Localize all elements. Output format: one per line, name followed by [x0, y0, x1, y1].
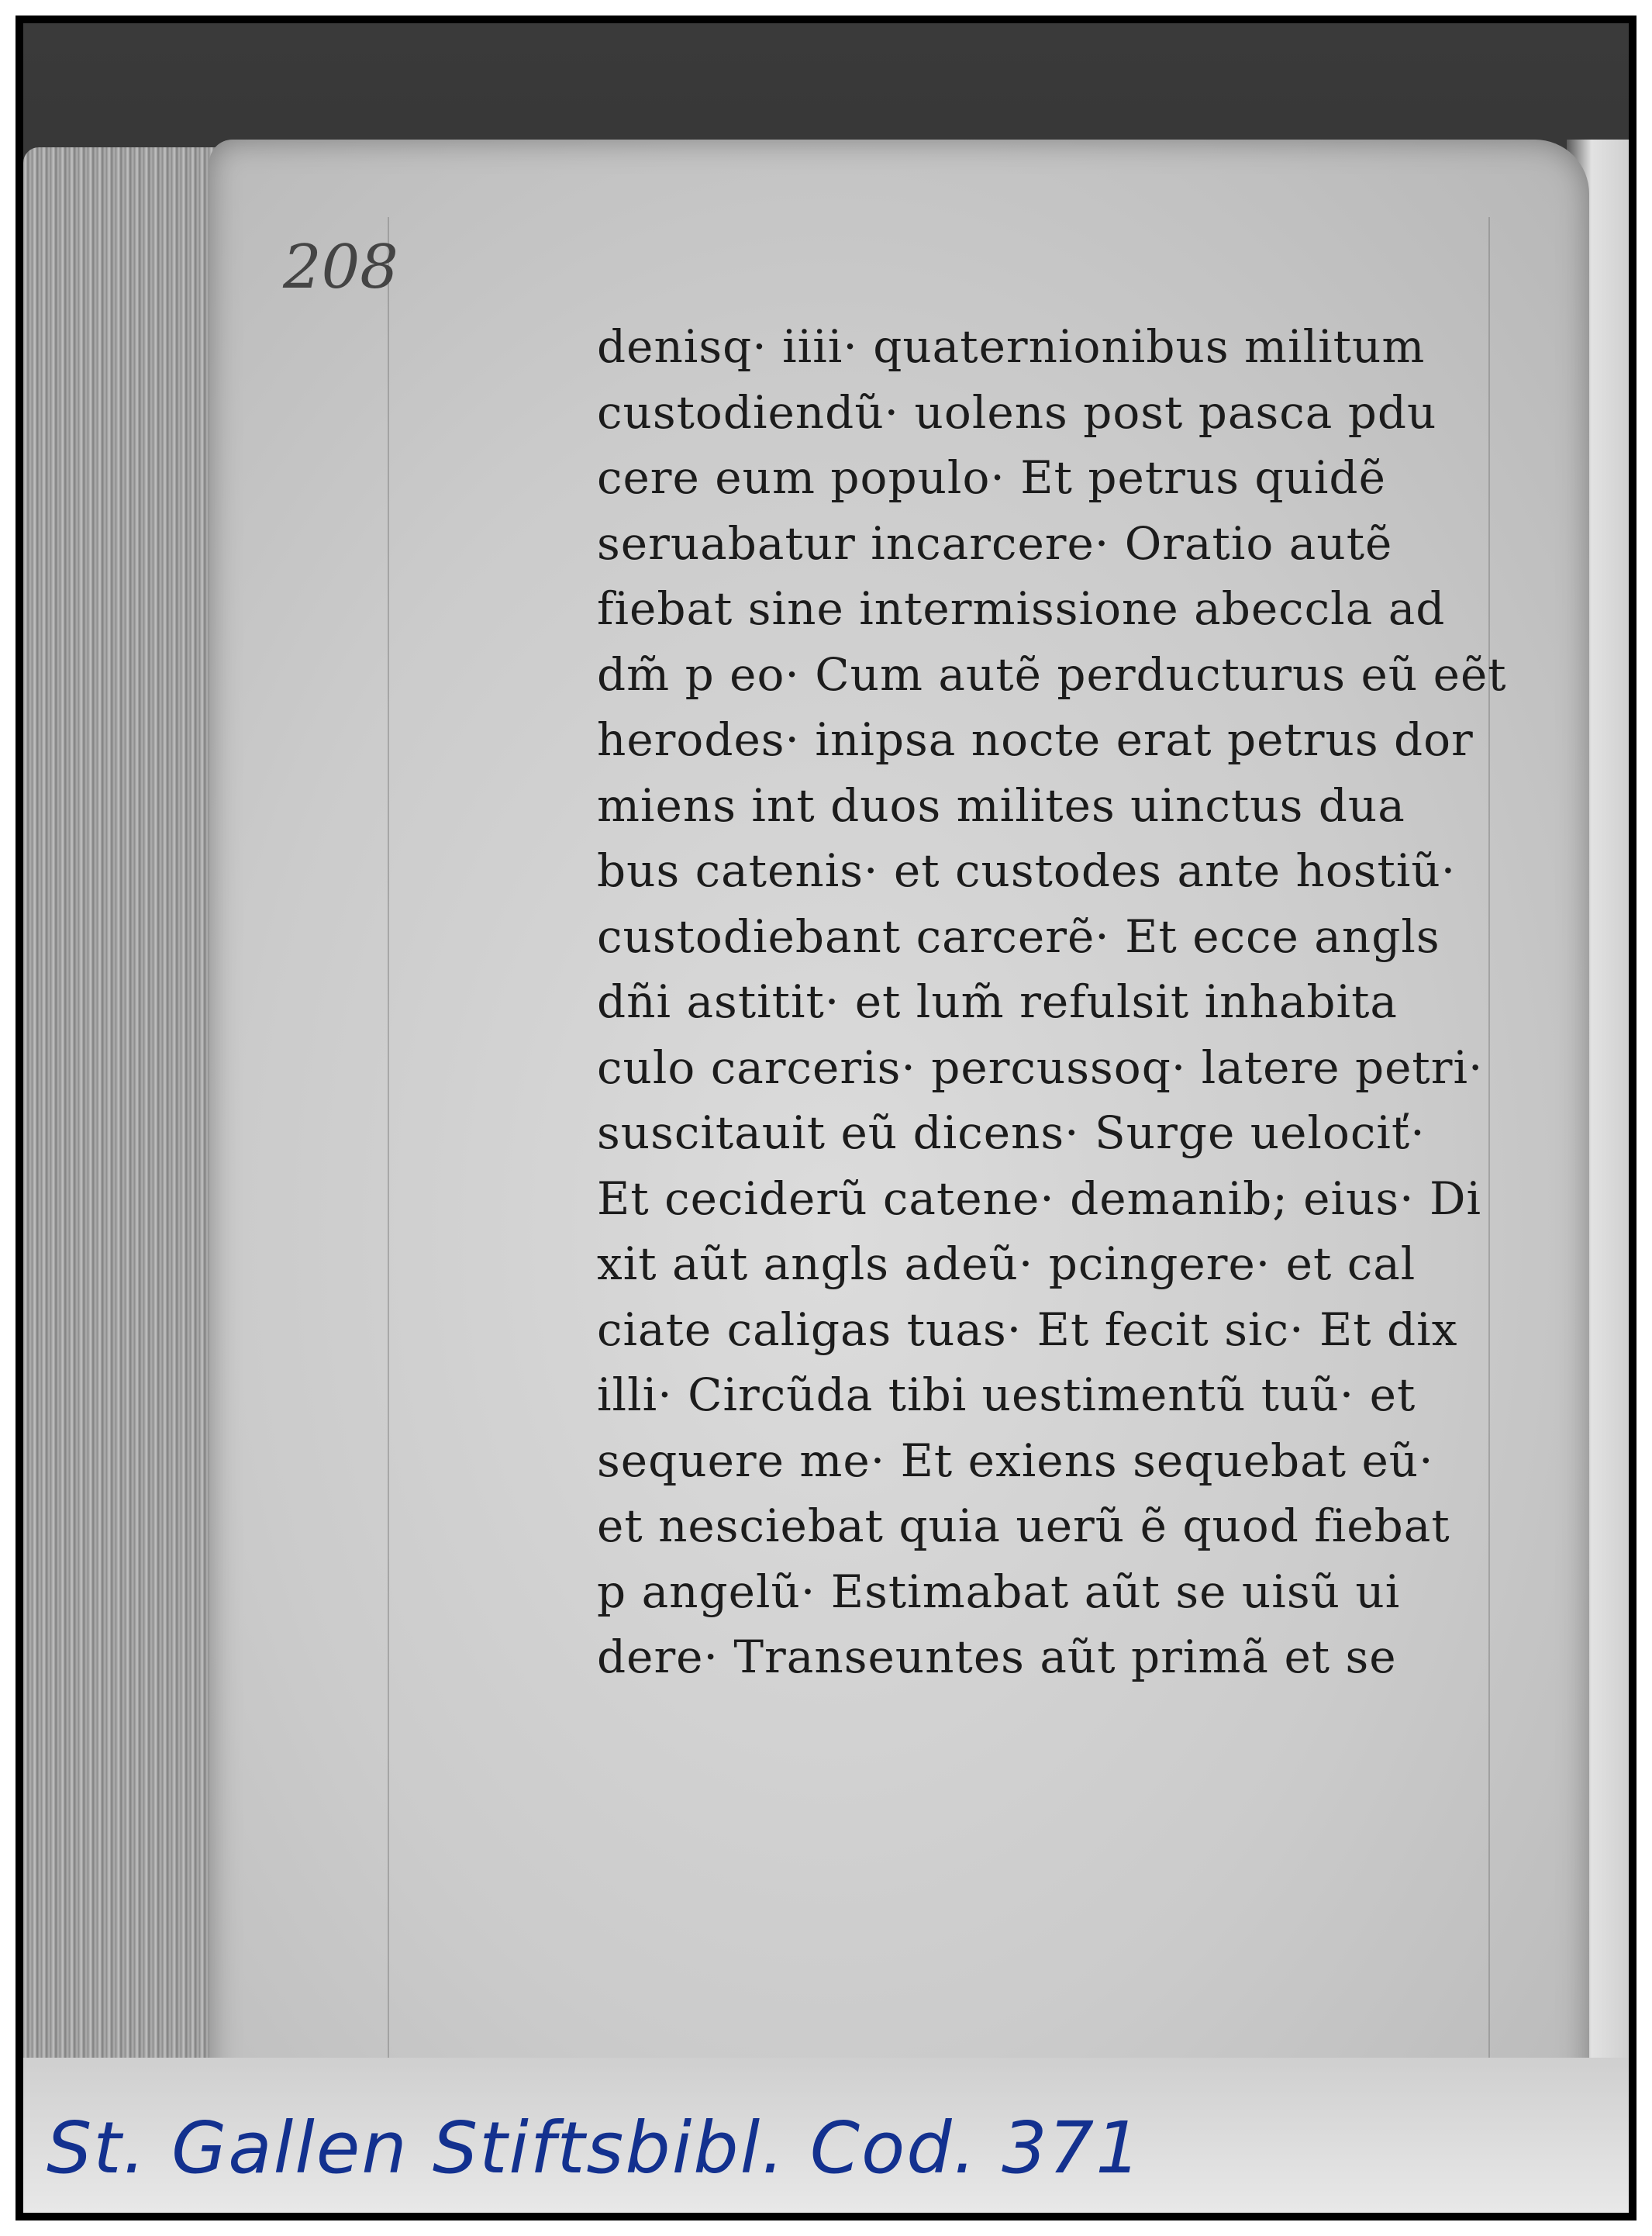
manuscript-line: suscitauit eũ dicens· Surge uelociť· [597, 1106, 1426, 1159]
manuscript-line: fiebat sine intermissione abeccla ad [597, 582, 1446, 635]
manuscript-line: xit aũt angls adeũ· pcingere· et cal [597, 1237, 1416, 1290]
manuscript-line: herodes· inipsa nocte erat petrus dor [597, 713, 1474, 766]
manuscript-line: Et ceciderũ catene· demanib; eius· Di [597, 1171, 1482, 1225]
manuscript-line: dere· Transeuntes aũt primã et se [597, 1630, 1397, 1683]
manuscript-line: p angelũ· Estimabat aũt se uisũ ui [597, 1565, 1401, 1618]
manuscript-line: cere eum populo· Et petrus quidẽ [597, 451, 1386, 504]
manuscript-line: custodiendũ· uolens post pasca pdu [597, 385, 1437, 439]
photo-frame [16, 16, 1636, 2220]
manuscript-line: dm̃ p eo· Cum autẽ perducturus eũ eẽt [597, 647, 1507, 701]
manuscript-line: illi· Circũda tibi uestimentũ tuũ· et [597, 1368, 1416, 1421]
manuscript-line: et nesciebat quia uerũ ẽ quod fiebat [597, 1499, 1450, 1552]
manuscript-line: custodiebant carcerẽ· Et ecce angls [597, 909, 1440, 963]
manuscript-line: denisq· iiii· quaternionibus militum [597, 320, 1426, 373]
page-edges [23, 147, 217, 2117]
manuscript-line: sequere me· Et exiens sequebat eũ· [597, 1434, 1434, 1487]
archive-caption: St. Gallen Stiftsbibl. Cod. 371 [47, 2107, 1143, 2189]
manuscript-line: bus catenis· et custodes ante hostiũ· [597, 844, 1457, 897]
manuscript-line: dñi astitit· et lum̃ refulsit inhabita [597, 975, 1398, 1028]
ruling-line-left [388, 217, 389, 2062]
photo-backdrop [23, 23, 1629, 2213]
manuscript-line: ciate caligas tuas· Et fecit sic· Et dix [597, 1303, 1458, 1356]
folio-number: 208 [283, 233, 398, 302]
manuscript-page [209, 140, 1589, 2124]
manuscript-line: culo carceris· percussoq· latere petri· [597, 1040, 1484, 1094]
manuscript-line: miens int duos milites uinctus dua [597, 778, 1405, 832]
manuscript-line: seruabatur incarcere· Oratio autẽ [597, 516, 1393, 570]
caption-card [23, 2058, 1629, 2213]
manuscript-text-block [597, 314, 1620, 1690]
